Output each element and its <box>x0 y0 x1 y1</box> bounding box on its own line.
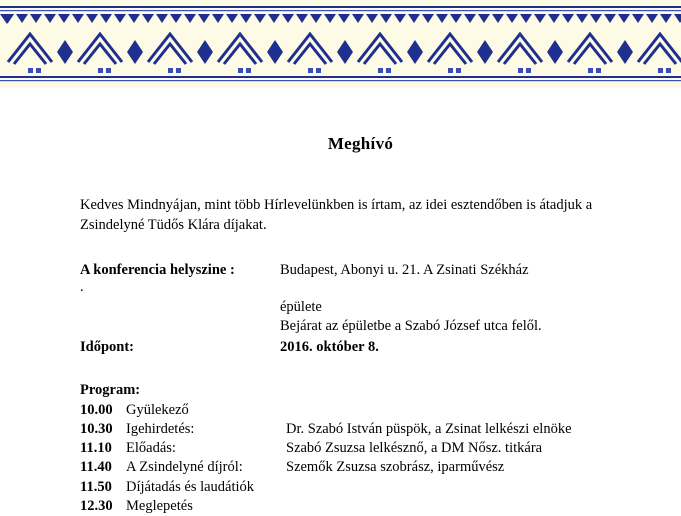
event-details <box>80 261 601 357</box>
program-detail: Szemők Zsuzsa szobrász, iparművész <box>286 459 505 476</box>
decorative-header-band <box>0 0 681 88</box>
venue-address: Budapest, Abonyi u. 21. <box>280 262 421 279</box>
date-row <box>80 338 601 357</box>
program-item: Gyülekező <box>126 401 189 418</box>
venue-building: A Zsinati Székház <box>423 262 529 279</box>
venue-label: A konferencia helyszine : <box>80 262 235 279</box>
list-item <box>80 458 601 477</box>
intro-paragraph: Kedves Mindnyájan, mint több Hírlevelünkben is írtam, az idei esztendőben is átadjuk a Zsindelyné Tüdős Klára díjakat. <box>80 197 593 233</box>
page-title: Meghívó <box>327 134 394 153</box>
program-time: 10.00 <box>80 401 113 418</box>
program-item: Meglepetés <box>126 497 193 514</box>
program-item: Díjátadás és laudátiók <box>126 478 255 495</box>
program-heading: Program: <box>80 381 141 398</box>
program-detail: Dr. Szabó István püspök, a Zsinat lelkészi elnöke <box>286 420 572 437</box>
program-item: Igehirdetés: <box>126 420 195 437</box>
date-value: 2016. október 8. <box>280 339 379 356</box>
program-time: 11.50 <box>80 478 112 495</box>
list-item <box>80 420 601 439</box>
list-item <box>80 439 601 458</box>
date-label: Időpont: <box>80 339 134 356</box>
program-time: 12.30 <box>80 497 113 514</box>
document-body <box>0 134 681 516</box>
venue-value <box>280 261 601 280</box>
program-item: A Zsindelyné díjról: <box>126 459 243 476</box>
venue-line-2: épülete <box>280 298 322 315</box>
list-item <box>80 497 601 516</box>
program-list <box>80 401 601 516</box>
program-time: 11.40 <box>80 459 112 476</box>
folk-border-icon <box>0 0 681 88</box>
list-item <box>80 478 601 497</box>
venue-row <box>80 261 601 280</box>
program-detail: Szabó Zsuzsa lelkésznő, a DM Nősz. titkára <box>286 440 543 457</box>
program-time: 11.10 <box>80 440 112 457</box>
venue-dot: . <box>80 279 84 296</box>
venue-line-3: Bejárat az épületbe a Szabó József utca felől. <box>280 317 542 334</box>
list-item <box>80 401 601 420</box>
program-item: Előadás: <box>126 440 176 457</box>
program-time: 10.30 <box>80 420 113 437</box>
